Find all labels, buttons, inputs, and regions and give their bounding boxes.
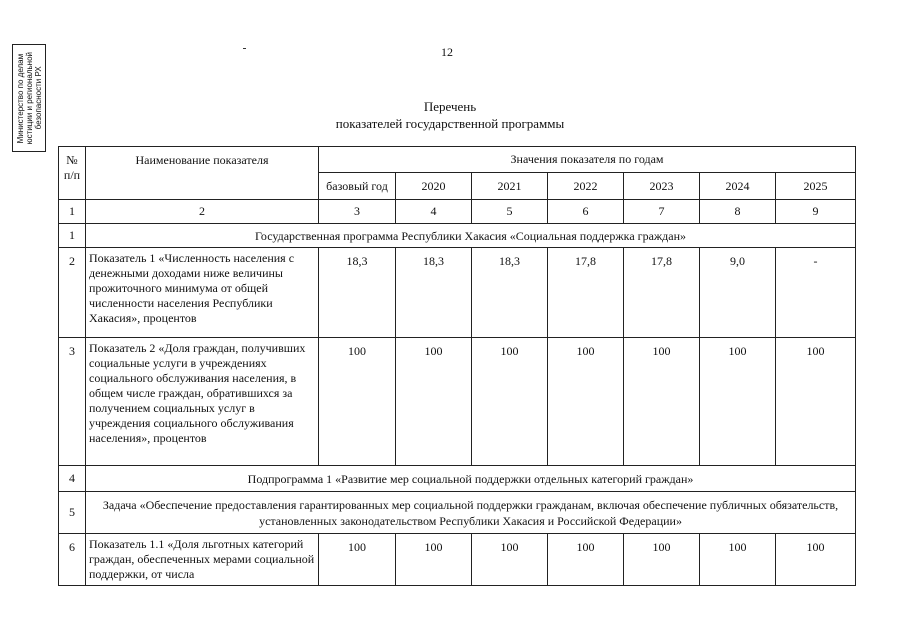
section-title: Государственная программа Республики Хакасия «Социальная поддержка граждан» xyxy=(86,224,856,248)
indicator-value: 100 xyxy=(396,534,472,586)
table-row xyxy=(59,224,856,248)
header-values-group: Значения показателя по годам xyxy=(319,147,856,173)
indicator-name: Показатель 1.1 «Доля льготных категорий граждан, обеспеченных мерами социальной поддержки, от числа xyxy=(86,534,319,586)
indicator-value: 17,8 xyxy=(624,248,700,338)
section-title: Подпрограмма 1 «Развитие мер социальной поддержки отдельных категорий граждан» xyxy=(86,466,856,492)
row-number: 6 xyxy=(59,534,86,586)
table-row xyxy=(59,492,856,534)
column-index-cell: 9 xyxy=(776,200,856,224)
row-number: 2 xyxy=(59,248,86,338)
indicator-value: 100 xyxy=(700,534,776,586)
header-name: Наименование показателя xyxy=(86,147,319,200)
header-year: базовый год xyxy=(319,173,396,200)
header-year: 2025 xyxy=(776,173,856,200)
row-number: 1 xyxy=(59,224,86,248)
indicator-value: 17,8 xyxy=(548,248,624,338)
page-number: 12 xyxy=(441,45,453,59)
column-index-cell: 7 xyxy=(624,200,700,224)
header-year: 2024 xyxy=(700,173,776,200)
indicator-value: 100 xyxy=(548,534,624,586)
indicator-value: 100 xyxy=(700,338,776,466)
indicator-value: 100 xyxy=(472,338,548,466)
indicator-value: 100 xyxy=(319,534,396,586)
indicator-value: 100 xyxy=(776,534,856,586)
header-year: 2020 xyxy=(396,173,472,200)
header-year: 2022 xyxy=(548,173,624,200)
table-row xyxy=(59,248,856,338)
column-index-cell: 5 xyxy=(472,200,548,224)
column-index-cell: 1 xyxy=(59,200,86,224)
row-number: 4 xyxy=(59,466,86,492)
scan-speck xyxy=(243,48,246,49)
column-index-cell: 8 xyxy=(700,200,776,224)
indicator-value: 18,3 xyxy=(396,248,472,338)
indicator-value: 100 xyxy=(472,534,548,586)
indicator-value: 100 xyxy=(548,338,624,466)
indicator-value: 18,3 xyxy=(472,248,548,338)
column-index-cell: 2 xyxy=(86,200,319,224)
table-row xyxy=(59,466,856,492)
row-number: 5 xyxy=(59,492,86,534)
indicator-value: 100 xyxy=(624,534,700,586)
indicator-name: Показатель 1 «Численность населения с денежными доходами ниже величины прожиточного минимума от общей численности населения Республики Хакасия», процентов xyxy=(86,248,319,338)
section-title: Задача «Обеспечение предоставления гарантированных мер социальной поддержки гражданам, включая обеспечение публичных обязательств, установленных законодательством Республики Хакасия и Российской Федерации» xyxy=(86,492,856,534)
indicator-value: 9,0 xyxy=(700,248,776,338)
table-row xyxy=(59,338,856,466)
indicator-value: 100 xyxy=(624,338,700,466)
column-index-cell: 6 xyxy=(548,200,624,224)
header-num: № п/п xyxy=(59,147,86,200)
registration-stamp xyxy=(12,44,46,152)
row-number: 3 xyxy=(59,338,86,466)
indicator-value: - xyxy=(776,248,856,338)
indicator-value: 100 xyxy=(396,338,472,466)
indicator-value: 100 xyxy=(776,338,856,466)
header-year: 2021 xyxy=(472,173,548,200)
indicators-table xyxy=(58,146,856,586)
title-line-2: показателей государственной программы xyxy=(335,116,565,131)
table-row xyxy=(59,534,856,586)
column-index-cell: 3 xyxy=(319,200,396,224)
indicator-value: 18,3 xyxy=(319,248,396,338)
indicator-name: Показатель 2 «Доля граждан, получивших социальные услуги в учреждениях социального обслуживания населения, в общем числе граждан, обратившихся за получением социальных услуг в учреждения социального обслуживания населения», процентов xyxy=(86,338,319,466)
header-year: 2023 xyxy=(624,173,700,200)
document-title xyxy=(300,98,600,132)
stamp-text: Министерство по делам юстиции и региональной безопасности РХ xyxy=(15,51,43,145)
title-line-1: Перечень xyxy=(423,99,477,114)
indicator-value: 100 xyxy=(319,338,396,466)
column-index-cell: 4 xyxy=(396,200,472,224)
